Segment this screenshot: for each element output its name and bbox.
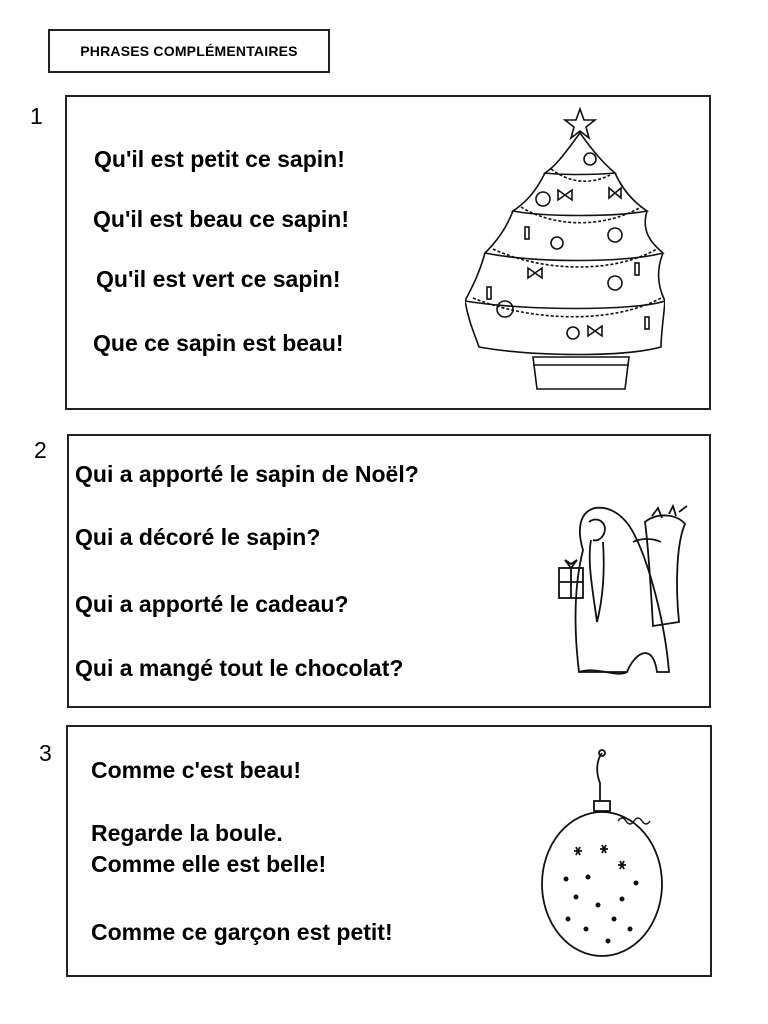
phrase-2-3: Qui a apporté le cadeau? — [75, 591, 349, 617]
section-number: 1 — [30, 103, 43, 129]
section-card-1 — [65, 95, 711, 410]
phrase-1-3: Qu'il est vert ce sapin! — [96, 266, 341, 292]
section-card-2 — [67, 434, 711, 708]
section-card-3 — [66, 725, 712, 977]
page-title: PHRASES COMPLÉMENTAIRES — [48, 29, 330, 73]
christmas-bauble-icon — [538, 749, 668, 971]
santa-claus-icon — [557, 502, 692, 686]
phrase-1-1: Qu'il est petit ce sapin! — [94, 146, 345, 172]
phrase-3-2: Regarde la boule. — [91, 820, 283, 846]
phrase-2-2: Qui a décoré le sapin? — [75, 524, 321, 550]
section-number: 2 — [34, 437, 47, 463]
section-number: 3 — [39, 740, 52, 766]
phrase-3-3: Comme elle est belle! — [91, 851, 327, 877]
phrase-1-4: Que ce sapin est beau! — [93, 330, 344, 356]
phrase-1-2: Qu'il est beau ce sapin! — [93, 206, 349, 232]
phrase-3-4: Comme ce garçon est petit! — [91, 919, 393, 945]
phrase-3-1: Comme c'est beau! — [91, 757, 301, 783]
phrase-2-4: Qui a mangé tout le chocolat? — [75, 655, 404, 681]
christmas-tree-icon — [465, 103, 665, 398]
phrase-2-1: Qui a apporté le sapin de Noël? — [75, 461, 419, 487]
